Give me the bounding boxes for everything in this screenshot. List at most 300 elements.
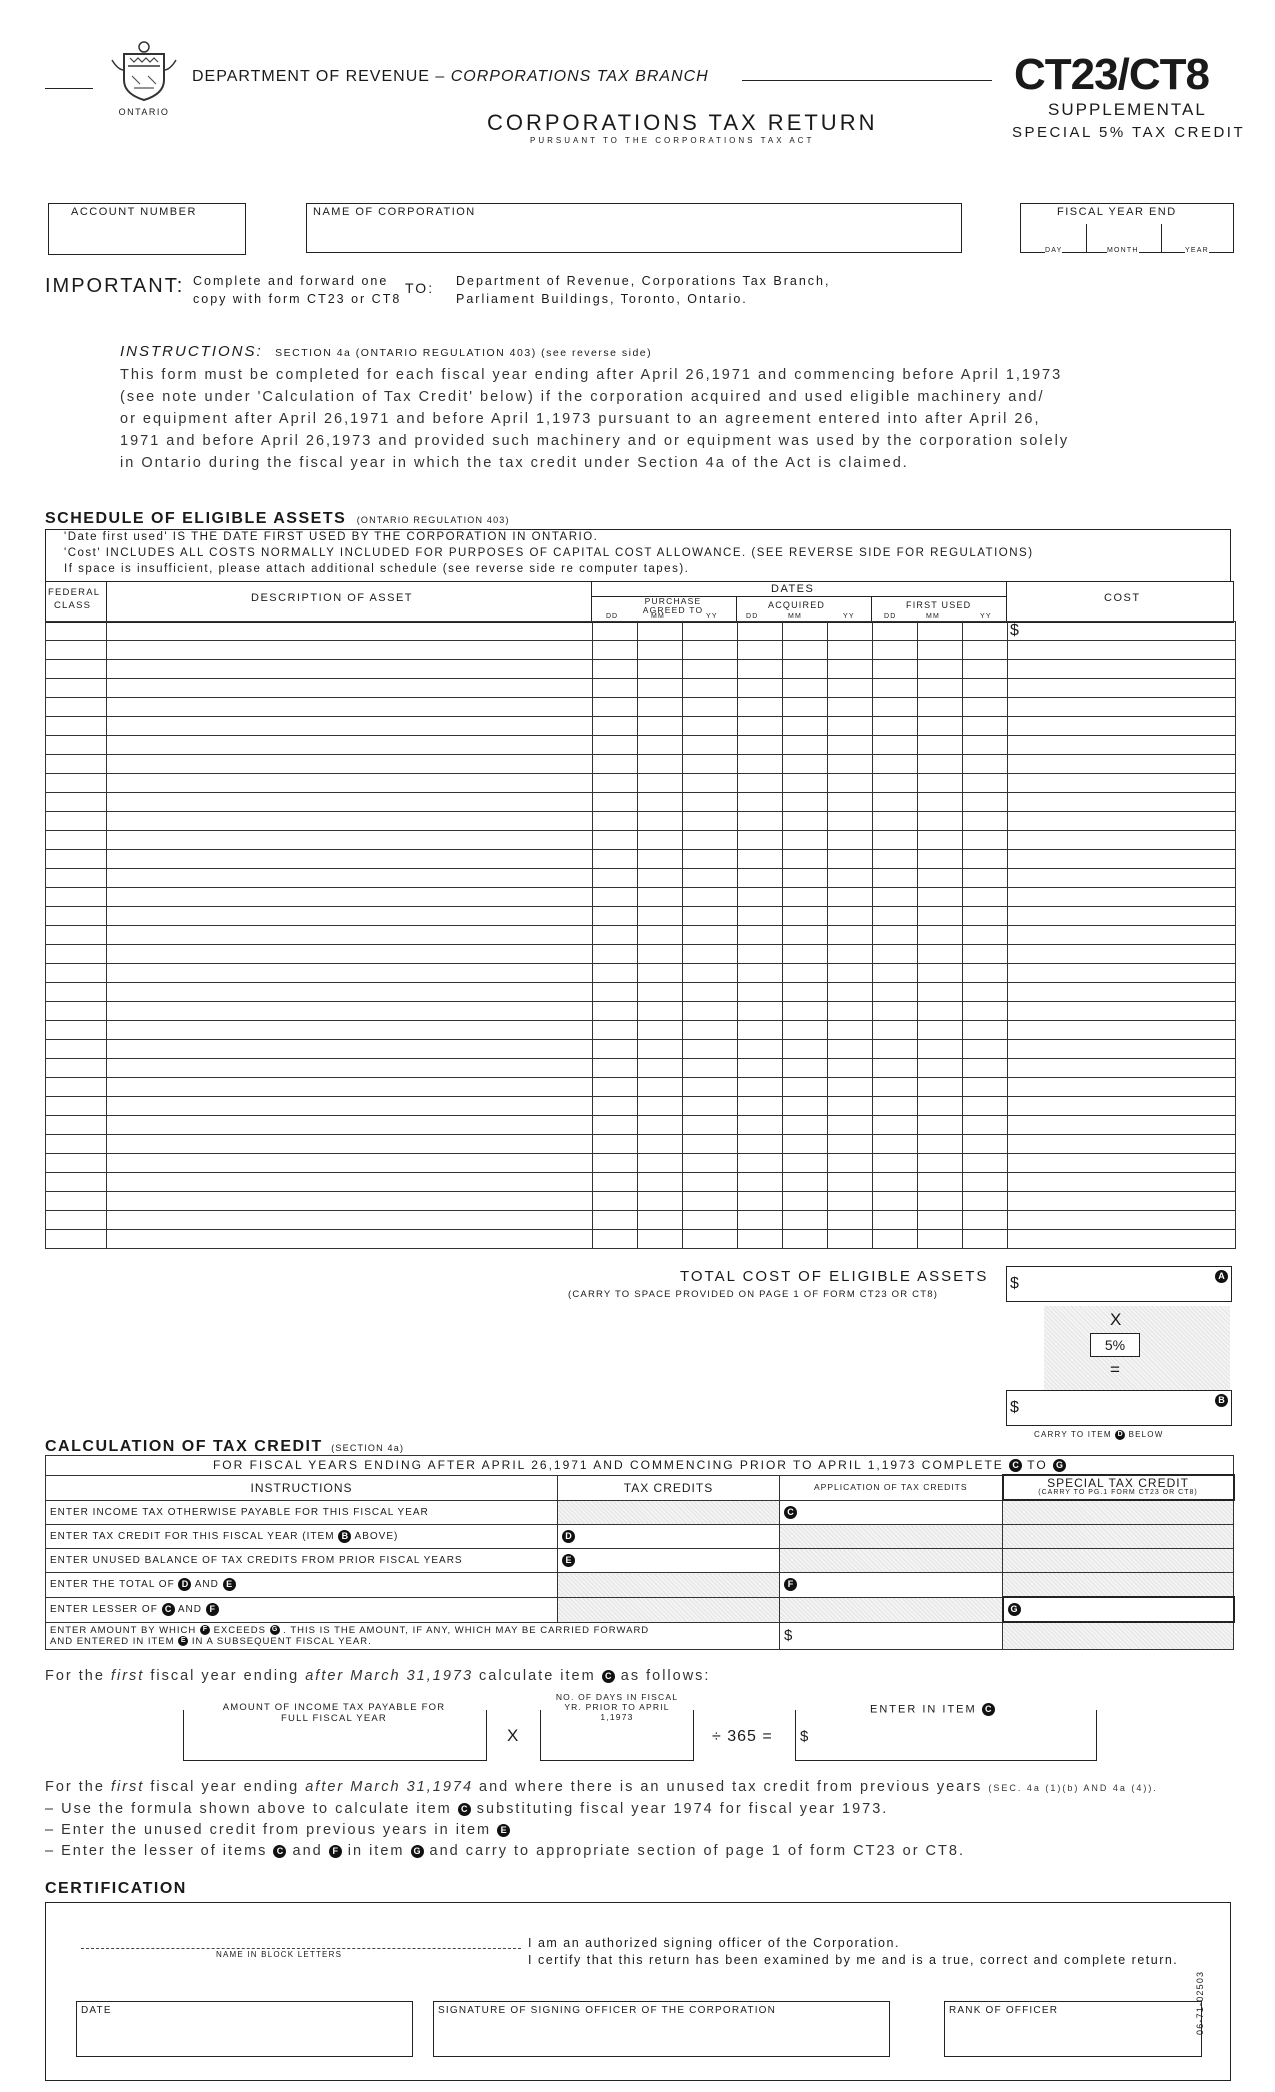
asset-cell[interactable] bbox=[107, 1211, 593, 1230]
asset-cell[interactable] bbox=[918, 1021, 963, 1040]
asset-cell[interactable] bbox=[738, 1211, 783, 1230]
asset-cell[interactable] bbox=[638, 850, 683, 869]
asset-cell[interactable] bbox=[638, 831, 683, 850]
asset-cell[interactable] bbox=[963, 641, 1008, 660]
asset-cell[interactable] bbox=[918, 774, 963, 793]
asset-cell[interactable] bbox=[738, 945, 783, 964]
asset-cell[interactable] bbox=[828, 774, 873, 793]
asset-cell[interactable] bbox=[107, 1040, 593, 1059]
asset-cell[interactable] bbox=[638, 1021, 683, 1040]
asset-cell[interactable] bbox=[783, 698, 828, 717]
asset-cell[interactable] bbox=[963, 964, 1008, 983]
asset-cell[interactable] bbox=[738, 793, 783, 812]
asset-cell[interactable] bbox=[593, 869, 638, 888]
asset-cell[interactable] bbox=[873, 1230, 918, 1249]
asset-cell[interactable] bbox=[1008, 660, 1236, 679]
asset-cell[interactable] bbox=[683, 850, 738, 869]
asset-cell[interactable] bbox=[828, 831, 873, 850]
asset-cell[interactable] bbox=[46, 679, 107, 698]
asset-cell[interactable] bbox=[683, 926, 738, 945]
asset-cell[interactable] bbox=[918, 983, 963, 1002]
asset-cell[interactable] bbox=[918, 1230, 963, 1249]
asset-cell[interactable] bbox=[828, 964, 873, 983]
asset-cell[interactable] bbox=[873, 1173, 918, 1192]
asset-cell[interactable] bbox=[638, 622, 683, 641]
asset-cell[interactable] bbox=[783, 964, 828, 983]
asset-cell[interactable] bbox=[107, 812, 593, 831]
asset-cell[interactable] bbox=[683, 717, 738, 736]
asset-cell[interactable] bbox=[638, 983, 683, 1002]
asset-cell[interactable] bbox=[46, 1135, 107, 1154]
asset-cell[interactable] bbox=[1008, 850, 1236, 869]
days-box[interactable] bbox=[540, 1692, 694, 1761]
asset-cell[interactable] bbox=[783, 641, 828, 660]
asset-cell[interactable] bbox=[593, 1059, 638, 1078]
asset-cell[interactable] bbox=[918, 1078, 963, 1097]
asset-cell[interactable] bbox=[783, 1211, 828, 1230]
asset-cell[interactable] bbox=[963, 1097, 1008, 1116]
asset-cell[interactable] bbox=[783, 888, 828, 907]
asset-cell[interactable] bbox=[683, 793, 738, 812]
asset-cell[interactable] bbox=[828, 869, 873, 888]
asset-cell[interactable] bbox=[683, 660, 738, 679]
asset-cell[interactable] bbox=[783, 831, 828, 850]
asset-cell[interactable] bbox=[783, 1021, 828, 1040]
asset-cell[interactable] bbox=[873, 850, 918, 869]
asset-cell[interactable] bbox=[683, 1192, 738, 1211]
asset-cell[interactable] bbox=[46, 1059, 107, 1078]
asset-cell[interactable] bbox=[683, 1040, 738, 1059]
asset-cell[interactable] bbox=[107, 755, 593, 774]
asset-cell[interactable] bbox=[873, 869, 918, 888]
asset-cell[interactable] bbox=[873, 1040, 918, 1059]
asset-cell[interactable] bbox=[963, 755, 1008, 774]
asset-cell[interactable] bbox=[1008, 641, 1236, 660]
asset-cell[interactable] bbox=[963, 888, 1008, 907]
asset-cell[interactable] bbox=[46, 926, 107, 945]
asset-cell[interactable] bbox=[107, 888, 593, 907]
asset-cell[interactable] bbox=[1008, 793, 1236, 812]
asset-cell[interactable] bbox=[683, 736, 738, 755]
asset-cell[interactable] bbox=[828, 1097, 873, 1116]
asset-cell[interactable] bbox=[738, 1135, 783, 1154]
asset-cell[interactable] bbox=[738, 850, 783, 869]
asset-cell[interactable] bbox=[918, 698, 963, 717]
asset-cell[interactable] bbox=[918, 736, 963, 755]
tax-credit-field[interactable] bbox=[1006, 1390, 1232, 1426]
asset-cell[interactable] bbox=[683, 888, 738, 907]
asset-cell[interactable] bbox=[963, 736, 1008, 755]
asset-cell[interactable] bbox=[1008, 869, 1236, 888]
asset-cell[interactable] bbox=[963, 1173, 1008, 1192]
asset-cell[interactable] bbox=[1008, 679, 1236, 698]
asset-cell[interactable] bbox=[783, 1192, 828, 1211]
asset-cell[interactable] bbox=[1008, 755, 1236, 774]
asset-cell[interactable] bbox=[46, 831, 107, 850]
asset-cell[interactable] bbox=[918, 1002, 963, 1021]
asset-cell[interactable] bbox=[963, 1116, 1008, 1135]
asset-cell[interactable] bbox=[828, 983, 873, 1002]
asset-cell[interactable] bbox=[46, 622, 107, 641]
asset-cell[interactable] bbox=[638, 1173, 683, 1192]
asset-cell[interactable] bbox=[638, 1078, 683, 1097]
asset-cell[interactable] bbox=[1008, 1097, 1236, 1116]
asset-cell[interactable] bbox=[783, 983, 828, 1002]
asset-cell[interactable] bbox=[963, 907, 1008, 926]
asset-cell[interactable] bbox=[873, 1021, 918, 1040]
asset-cell[interactable] bbox=[683, 1078, 738, 1097]
asset-cell[interactable] bbox=[46, 1040, 107, 1059]
asset-cell[interactable] bbox=[1008, 926, 1236, 945]
asset-cell[interactable] bbox=[1008, 1116, 1236, 1135]
asset-cell[interactable] bbox=[918, 1097, 963, 1116]
asset-cell[interactable] bbox=[683, 1059, 738, 1078]
asset-cell[interactable] bbox=[873, 983, 918, 1002]
asset-cell[interactable] bbox=[873, 774, 918, 793]
asset-cell[interactable] bbox=[1008, 622, 1236, 641]
asset-cell[interactable] bbox=[638, 1059, 683, 1078]
asset-cell[interactable] bbox=[638, 698, 683, 717]
asset-cell[interactable] bbox=[46, 850, 107, 869]
asset-cell[interactable] bbox=[46, 945, 107, 964]
asset-cell[interactable] bbox=[683, 679, 738, 698]
asset-cell[interactable] bbox=[918, 717, 963, 736]
asset-cell[interactable] bbox=[593, 1211, 638, 1230]
asset-cell[interactable] bbox=[1008, 907, 1236, 926]
asset-cell[interactable] bbox=[683, 622, 738, 641]
asset-cell[interactable] bbox=[738, 1002, 783, 1021]
asset-cell[interactable] bbox=[593, 812, 638, 831]
asset-cell[interactable] bbox=[1008, 1173, 1236, 1192]
asset-cell[interactable] bbox=[683, 641, 738, 660]
asset-cell[interactable] bbox=[107, 660, 593, 679]
fiscal-year-end-field[interactable] bbox=[1020, 203, 1234, 253]
asset-cell[interactable] bbox=[593, 622, 638, 641]
asset-cell[interactable] bbox=[46, 793, 107, 812]
asset-cell[interactable] bbox=[107, 641, 593, 660]
asset-cell[interactable] bbox=[107, 1078, 593, 1097]
asset-cell[interactable] bbox=[593, 660, 638, 679]
asset-cell[interactable] bbox=[918, 1211, 963, 1230]
asset-cell[interactable] bbox=[46, 983, 107, 1002]
asset-cell[interactable] bbox=[963, 869, 1008, 888]
asset-cell[interactable] bbox=[873, 1059, 918, 1078]
asset-cell[interactable] bbox=[593, 698, 638, 717]
asset-cell[interactable] bbox=[107, 1021, 593, 1040]
asset-cell[interactable] bbox=[738, 983, 783, 1002]
asset-cell[interactable] bbox=[1008, 1021, 1236, 1040]
asset-cell[interactable] bbox=[963, 1059, 1008, 1078]
asset-cell[interactable] bbox=[683, 1097, 738, 1116]
asset-cell[interactable] bbox=[963, 1040, 1008, 1059]
asset-cell[interactable] bbox=[107, 698, 593, 717]
asset-cell[interactable] bbox=[107, 831, 593, 850]
asset-cell[interactable] bbox=[46, 1078, 107, 1097]
asset-cell[interactable] bbox=[873, 1116, 918, 1135]
asset-cell[interactable] bbox=[963, 717, 1008, 736]
asset-cell[interactable] bbox=[738, 1192, 783, 1211]
item-g-cell[interactable] bbox=[1003, 1597, 1234, 1622]
asset-cell[interactable] bbox=[873, 945, 918, 964]
asset-cell[interactable] bbox=[1008, 1059, 1236, 1078]
asset-cell[interactable] bbox=[963, 1135, 1008, 1154]
asset-cell[interactable] bbox=[828, 945, 873, 964]
asset-cell[interactable] bbox=[1008, 717, 1236, 736]
asset-cell[interactable] bbox=[963, 983, 1008, 1002]
asset-cell[interactable] bbox=[46, 1173, 107, 1192]
asset-cell[interactable] bbox=[46, 755, 107, 774]
asset-cell[interactable] bbox=[828, 907, 873, 926]
asset-cell[interactable] bbox=[683, 1173, 738, 1192]
asset-cell[interactable] bbox=[828, 660, 873, 679]
asset-cell[interactable] bbox=[783, 1078, 828, 1097]
asset-cell[interactable] bbox=[683, 1002, 738, 1021]
asset-cell[interactable] bbox=[873, 717, 918, 736]
asset-cell[interactable] bbox=[918, 888, 963, 907]
asset-cell[interactable] bbox=[107, 907, 593, 926]
asset-cell[interactable] bbox=[963, 945, 1008, 964]
asset-cell[interactable] bbox=[963, 1002, 1008, 1021]
asset-cell[interactable] bbox=[107, 1192, 593, 1211]
asset-cell[interactable] bbox=[46, 1002, 107, 1021]
asset-cell[interactable] bbox=[1008, 888, 1236, 907]
asset-cell[interactable] bbox=[873, 888, 918, 907]
asset-cell[interactable] bbox=[638, 964, 683, 983]
asset-cell[interactable] bbox=[738, 1116, 783, 1135]
asset-cell[interactable] bbox=[593, 1002, 638, 1021]
asset-cell[interactable] bbox=[828, 755, 873, 774]
asset-cell[interactable] bbox=[873, 812, 918, 831]
asset-cell[interactable] bbox=[783, 793, 828, 812]
asset-cell[interactable] bbox=[638, 888, 683, 907]
asset-cell[interactable] bbox=[683, 755, 738, 774]
asset-cell[interactable] bbox=[107, 622, 593, 641]
asset-cell[interactable] bbox=[1008, 736, 1236, 755]
asset-cell[interactable] bbox=[683, 869, 738, 888]
total-cost-field[interactable] bbox=[1006, 1266, 1232, 1302]
asset-cell[interactable] bbox=[828, 1002, 873, 1021]
asset-cell[interactable] bbox=[738, 1230, 783, 1249]
asset-cell[interactable] bbox=[1008, 945, 1236, 964]
asset-cell[interactable] bbox=[683, 774, 738, 793]
asset-cell[interactable] bbox=[738, 641, 783, 660]
asset-cell[interactable] bbox=[638, 1154, 683, 1173]
asset-cell[interactable] bbox=[1008, 831, 1236, 850]
asset-cell[interactable] bbox=[873, 907, 918, 926]
asset-cell[interactable] bbox=[593, 717, 638, 736]
asset-cell[interactable] bbox=[46, 736, 107, 755]
asset-cell[interactable] bbox=[873, 1097, 918, 1116]
asset-cell[interactable] bbox=[1008, 1135, 1236, 1154]
asset-cell[interactable] bbox=[738, 926, 783, 945]
asset-cell[interactable] bbox=[963, 1154, 1008, 1173]
asset-cell[interactable] bbox=[828, 1059, 873, 1078]
asset-cell[interactable] bbox=[638, 1135, 683, 1154]
asset-cell[interactable] bbox=[918, 945, 963, 964]
asset-cell[interactable] bbox=[638, 793, 683, 812]
asset-cell[interactable] bbox=[1008, 812, 1236, 831]
enter-item-c-box[interactable] bbox=[795, 1703, 1097, 1761]
asset-cell[interactable] bbox=[593, 1078, 638, 1097]
asset-cell[interactable] bbox=[828, 1135, 873, 1154]
asset-cell[interactable] bbox=[46, 698, 107, 717]
asset-cell[interactable] bbox=[107, 793, 593, 812]
asset-cell[interactable] bbox=[963, 850, 1008, 869]
asset-cell[interactable] bbox=[593, 1135, 638, 1154]
asset-cell[interactable] bbox=[46, 774, 107, 793]
asset-cell[interactable] bbox=[963, 1078, 1008, 1097]
asset-cell[interactable] bbox=[828, 1040, 873, 1059]
asset-cell[interactable] bbox=[873, 641, 918, 660]
asset-cell[interactable] bbox=[107, 1230, 593, 1249]
asset-cell[interactable] bbox=[783, 736, 828, 755]
asset-cell[interactable] bbox=[738, 717, 783, 736]
asset-cell[interactable] bbox=[107, 1173, 593, 1192]
asset-cell[interactable] bbox=[46, 907, 107, 926]
asset-cell[interactable] bbox=[593, 774, 638, 793]
asset-cell[interactable] bbox=[828, 679, 873, 698]
asset-cell[interactable] bbox=[593, 1097, 638, 1116]
asset-cell[interactable] bbox=[638, 926, 683, 945]
asset-cell[interactable] bbox=[46, 964, 107, 983]
asset-cell[interactable] bbox=[107, 1002, 593, 1021]
asset-cell[interactable] bbox=[593, 736, 638, 755]
asset-cell[interactable] bbox=[683, 1116, 738, 1135]
asset-cell[interactable] bbox=[963, 1021, 1008, 1040]
asset-cell[interactable] bbox=[783, 1097, 828, 1116]
asset-cell[interactable] bbox=[1008, 1154, 1236, 1173]
asset-cell[interactable] bbox=[873, 755, 918, 774]
asset-cell[interactable] bbox=[593, 888, 638, 907]
asset-cell[interactable] bbox=[963, 926, 1008, 945]
asset-cell[interactable] bbox=[738, 869, 783, 888]
asset-cell[interactable] bbox=[963, 679, 1008, 698]
asset-cell[interactable] bbox=[683, 983, 738, 1002]
asset-cell[interactable] bbox=[828, 1173, 873, 1192]
asset-cell[interactable] bbox=[918, 1040, 963, 1059]
asset-cell[interactable] bbox=[873, 1135, 918, 1154]
asset-cell[interactable] bbox=[107, 1059, 593, 1078]
asset-cell[interactable] bbox=[828, 793, 873, 812]
asset-cell[interactable] bbox=[1008, 1230, 1236, 1249]
asset-cell[interactable] bbox=[46, 869, 107, 888]
asset-cell[interactable] bbox=[638, 736, 683, 755]
asset-cell[interactable] bbox=[918, 831, 963, 850]
item-d-cell[interactable] bbox=[558, 1525, 780, 1549]
asset-cell[interactable] bbox=[107, 774, 593, 793]
asset-cell[interactable] bbox=[783, 1135, 828, 1154]
asset-cell[interactable] bbox=[783, 1154, 828, 1173]
asset-cell[interactable] bbox=[107, 945, 593, 964]
asset-cell[interactable] bbox=[828, 717, 873, 736]
asset-cell[interactable] bbox=[738, 774, 783, 793]
asset-cell[interactable] bbox=[107, 983, 593, 1002]
asset-cell[interactable] bbox=[873, 964, 918, 983]
asset-cell[interactable] bbox=[918, 1154, 963, 1173]
asset-cell[interactable] bbox=[638, 869, 683, 888]
asset-cell[interactable] bbox=[46, 1230, 107, 1249]
asset-cell[interactable] bbox=[783, 850, 828, 869]
asset-cell[interactable] bbox=[683, 1154, 738, 1173]
asset-cell[interactable] bbox=[873, 679, 918, 698]
asset-cell[interactable] bbox=[873, 926, 918, 945]
asset-cell[interactable] bbox=[107, 850, 593, 869]
account-number-field[interactable] bbox=[48, 203, 246, 255]
asset-cell[interactable] bbox=[1008, 1078, 1236, 1097]
asset-cell[interactable] bbox=[918, 1135, 963, 1154]
asset-cell[interactable] bbox=[46, 1154, 107, 1173]
asset-cell[interactable] bbox=[918, 926, 963, 945]
asset-cell[interactable] bbox=[638, 907, 683, 926]
asset-cell[interactable] bbox=[107, 964, 593, 983]
asset-cell[interactable] bbox=[1008, 1002, 1236, 1021]
asset-cell[interactable] bbox=[828, 1211, 873, 1230]
asset-cell[interactable] bbox=[963, 812, 1008, 831]
asset-cell[interactable] bbox=[828, 1116, 873, 1135]
asset-cell[interactable] bbox=[738, 907, 783, 926]
asset-cell[interactable] bbox=[638, 1040, 683, 1059]
asset-cell[interactable] bbox=[593, 983, 638, 1002]
asset-cell[interactable] bbox=[828, 1230, 873, 1249]
asset-cell[interactable] bbox=[963, 831, 1008, 850]
asset-cell[interactable] bbox=[828, 926, 873, 945]
asset-cell[interactable] bbox=[783, 1040, 828, 1059]
item-c-cell[interactable] bbox=[780, 1500, 1003, 1525]
asset-cell[interactable] bbox=[783, 926, 828, 945]
asset-cell[interactable] bbox=[963, 622, 1008, 641]
asset-cell[interactable] bbox=[738, 660, 783, 679]
asset-cell[interactable] bbox=[828, 641, 873, 660]
asset-cell[interactable] bbox=[918, 1173, 963, 1192]
asset-cell[interactable] bbox=[107, 926, 593, 945]
item-f-cell[interactable] bbox=[780, 1573, 1003, 1598]
asset-cell[interactable] bbox=[963, 698, 1008, 717]
asset-cell[interactable] bbox=[593, 926, 638, 945]
asset-cell[interactable] bbox=[738, 1097, 783, 1116]
asset-cell[interactable] bbox=[46, 888, 107, 907]
asset-cell[interactable] bbox=[46, 1097, 107, 1116]
asset-cell[interactable] bbox=[593, 1230, 638, 1249]
asset-cell[interactable] bbox=[828, 888, 873, 907]
asset-cell[interactable] bbox=[1008, 983, 1236, 1002]
asset-cell[interactable] bbox=[1008, 774, 1236, 793]
rank-field[interactable] bbox=[944, 2001, 1202, 2057]
asset-cell[interactable] bbox=[873, 736, 918, 755]
asset-cell[interactable] bbox=[638, 1097, 683, 1116]
asset-cell[interactable] bbox=[46, 1021, 107, 1040]
asset-cell[interactable] bbox=[783, 622, 828, 641]
asset-cell[interactable] bbox=[683, 698, 738, 717]
asset-cell[interactable] bbox=[918, 679, 963, 698]
asset-cell[interactable] bbox=[46, 641, 107, 660]
asset-cell[interactable] bbox=[783, 1173, 828, 1192]
asset-cell[interactable] bbox=[107, 1116, 593, 1135]
asset-cell[interactable] bbox=[638, 945, 683, 964]
asset-cell[interactable] bbox=[828, 736, 873, 755]
asset-cell[interactable] bbox=[873, 1078, 918, 1097]
asset-cell[interactable] bbox=[107, 1097, 593, 1116]
asset-cell[interactable] bbox=[1008, 1211, 1236, 1230]
asset-cell[interactable] bbox=[1008, 964, 1236, 983]
asset-cell[interactable] bbox=[783, 1002, 828, 1021]
asset-cell[interactable] bbox=[107, 869, 593, 888]
asset-cell[interactable] bbox=[738, 1078, 783, 1097]
asset-cell[interactable] bbox=[918, 907, 963, 926]
asset-cell[interactable] bbox=[873, 831, 918, 850]
asset-cell[interactable] bbox=[738, 755, 783, 774]
asset-cell[interactable] bbox=[107, 1135, 593, 1154]
asset-cell[interactable] bbox=[1008, 1040, 1236, 1059]
